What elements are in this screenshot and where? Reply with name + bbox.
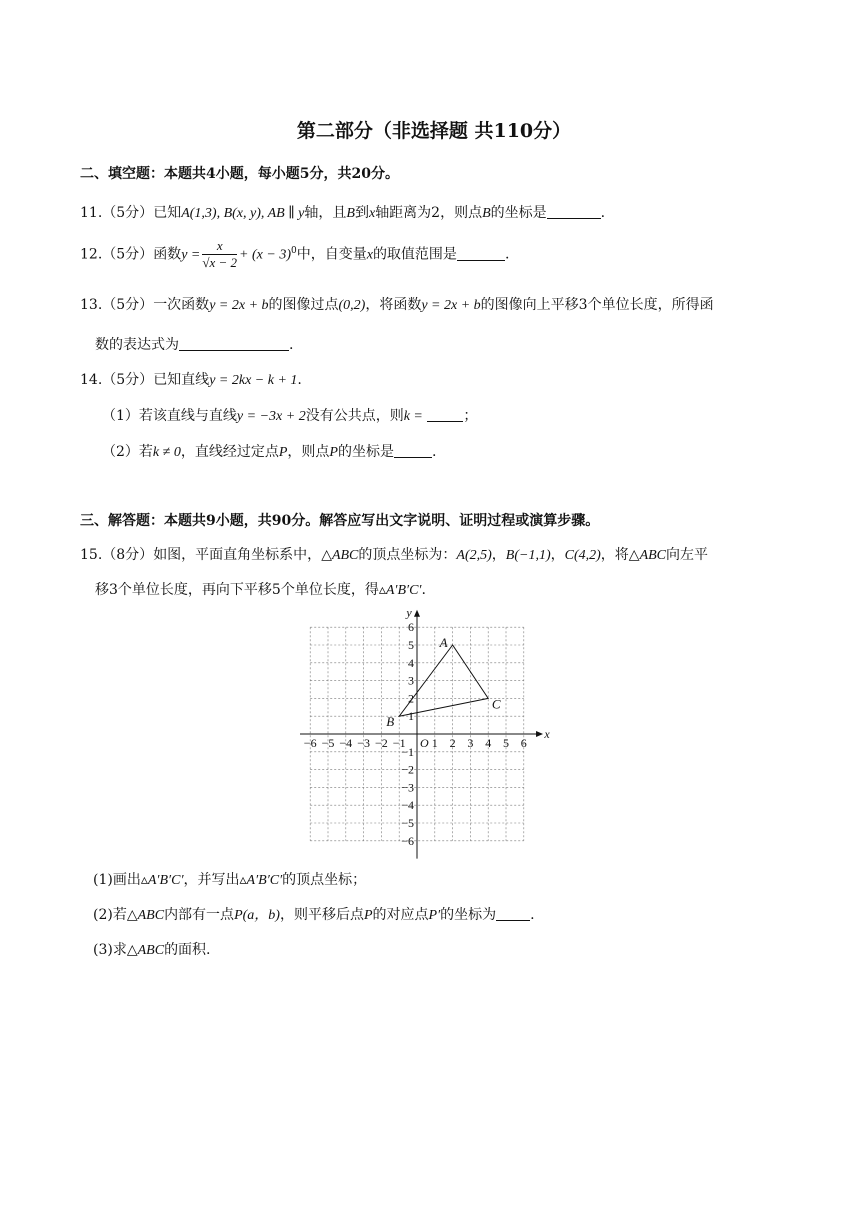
question-13 [80, 294, 714, 314]
q14-text: 已知直线 [153, 372, 210, 388]
q15-text: ，将 [600, 547, 629, 563]
point-c-label: C [491, 696, 501, 712]
q13-text: 数的表达式为 [95, 337, 179, 353]
y-axis-arrow [414, 610, 420, 617]
section3-heading: 三、解答题：本题共9小题，共90分。解答应写出文字说明、证明过程或演算步骤。 [80, 513, 600, 529]
q15-text: ，则平移后点 [279, 907, 364, 923]
q14-math: P [278, 445, 288, 460]
q12-fraction-numerator: x [202, 238, 237, 255]
q14-text: 没有公共点，则 [305, 408, 404, 424]
q14-text: （2）若 [102, 444, 153, 460]
answer-blank-12[interactable] [457, 246, 505, 261]
y-tick-label: −5 [401, 816, 414, 830]
q14-text: （1）若该直线与直线 [102, 408, 237, 424]
q14-math: k ≠ 0 [152, 445, 181, 460]
q15-math: P′ [428, 908, 441, 923]
q11-math: A(1,3), B(x, y), AB ∥ y [181, 206, 305, 221]
answer-blank-14-2[interactable] [394, 443, 432, 458]
q13-number: 13. [80, 297, 103, 313]
q15-text: 如图，平面直角坐标系中， [153, 547, 322, 563]
section2-heading: 二、填空题：本题共4小题，每小题5分，共20分。 [80, 166, 399, 182]
q13-score: （5分） [102, 297, 154, 313]
q14-number: 14. [80, 372, 103, 388]
q15-text: 的顶点坐标为： [358, 547, 457, 563]
q15-score: （8分） [102, 547, 154, 563]
y-tick-label: 1 [408, 709, 414, 724]
q15-text: 的顶点坐标； [282, 872, 367, 888]
q12-math: y = [181, 247, 201, 263]
x-tick-label: −4 [339, 736, 353, 750]
q13-text: 一次函数 [153, 297, 210, 313]
q15-text: 移3个单位长度，再向下平移5个单位长度，得 [95, 582, 379, 598]
x-axis-arrow [536, 731, 543, 737]
page-title: 第二部分（非选择题 共110分） [296, 120, 572, 142]
q15-math: ▵A′B′C′ [140, 873, 184, 888]
x-axis-label: x [544, 727, 550, 741]
q11-number: 11. [80, 205, 103, 221]
answer-blank-11[interactable] [547, 204, 601, 219]
tick-labels [304, 606, 551, 848]
q12-exponent: 0 [290, 245, 297, 256]
q15-math: △ABC [126, 943, 165, 958]
point-b-label: B [386, 714, 395, 730]
q15-math: A(2,5) [456, 548, 492, 563]
axes [300, 610, 543, 859]
q12-text: 的取值范围是 [372, 246, 457, 263]
q11-text: 已知 [153, 205, 182, 221]
question-11: 11.（5分）已知A(1,3), B(x, y), AB ∥ y轴，且B到x轴距离为2，则点B的坐标是 . [80, 205, 606, 221]
q14-math: y = −3x + 2 [236, 409, 306, 424]
question-15-part1 [93, 869, 366, 889]
y-tick-label: 2 [408, 691, 414, 706]
q13-math: y = 2x + b [421, 298, 481, 313]
q15-text: 内部有一点 [164, 907, 235, 923]
question-15-line2: 移3个单位长度，再向下平移5个单位长度，得▵A′B′C′. [95, 582, 426, 598]
origin-label: O [420, 736, 429, 750]
question-15-part2: (2)若△ABC内部有一点P(a，b)，则平移后点P的对应点P′的坐标为 . [93, 907, 535, 923]
q15-math: ▵A′B′C′ [239, 873, 283, 888]
coordinate-grid-figure [300, 600, 570, 865]
question-15: 15.（8分）如图，平面直角坐标系中，△ABC的顶点坐标为：A(2,5)，B(−1,1)，C(4,2)，将△ABC向左平 [80, 547, 709, 563]
q15-math: B(−1,1) [505, 548, 551, 563]
y-tick-label: 5 [408, 638, 414, 652]
x-tick-label: −2 [375, 736, 388, 750]
q14-text: ； [463, 408, 478, 424]
q13-math: (0,2) [338, 298, 366, 313]
q13-text: 的图像过点 [268, 297, 339, 313]
y-tick-label: −4 [401, 798, 414, 813]
q11-score: （5分） [102, 205, 154, 221]
x-tick-label: −3 [357, 736, 370, 750]
q15-text: 的对应点 [372, 907, 429, 923]
q14-text: 的坐标是 [337, 444, 394, 460]
q12-text: 中，自变量 [296, 246, 367, 263]
q15-text: (3)求 [93, 942, 127, 958]
q12-number: 12. [80, 246, 103, 263]
q15-text: (2)若 [93, 907, 127, 923]
q15-text: ，并写出 [183, 872, 240, 888]
x-tick-label: 1 [431, 736, 438, 750]
q11-text: 的坐标是 [490, 205, 547, 221]
q15-math: △ABC [321, 548, 359, 563]
question-14-part2: （2）若k ≠ 0，直线经过定点P，则点P的坐标是 . [102, 444, 437, 460]
x-tick-label: −5 [321, 736, 335, 750]
q12-fraction [202, 238, 237, 271]
y-tick-label: −6 [401, 833, 414, 848]
q15-text: 向左平 [666, 547, 709, 563]
y-tick-label: 4 [408, 655, 414, 670]
question-13-line2: 数的表达式为 . [95, 337, 294, 353]
answer-blank-13[interactable] [179, 336, 289, 351]
q14-math: y = 2kx − k + 1 [209, 373, 298, 388]
answer-blank-15-2[interactable] [496, 906, 530, 921]
triangle-abc [386, 635, 501, 729]
q13-text: 的图像向上平移3个单位长度，所得函 [480, 297, 714, 313]
q15-math: C(4,2) [564, 548, 601, 563]
q15-math: △ABC [126, 908, 165, 923]
answer-blank-14-1[interactable] [427, 407, 463, 422]
q14-math: P [329, 445, 338, 460]
q12-math: x [366, 247, 373, 263]
q11-text: 到 [354, 205, 369, 221]
q12-fraction-denominator: √x − 2 [202, 255, 238, 270]
q11-math: B [346, 206, 355, 221]
q15-text: 的面积. [164, 942, 211, 958]
y-tick-label: −2 [401, 762, 414, 777]
q11-math: B [482, 206, 491, 221]
q12-text: 函数 [153, 246, 182, 263]
x-tick-label: 5 [503, 736, 509, 750]
q15-text: (1)画出 [93, 872, 141, 888]
q15-math: ▵A′B′C′ [378, 583, 422, 598]
y-tick-label: 6 [408, 620, 414, 635]
question-14: 14.（5分）已知直线y = 2kx − k + 1. [80, 372, 302, 388]
q11-math: x [368, 206, 376, 221]
x-tick-label: −6 [303, 736, 317, 750]
q15-text: 的坐标为 [440, 907, 497, 923]
q15-number: 15. [80, 547, 103, 563]
q14-math: k = [403, 409, 423, 424]
q15-math: △ABC [628, 548, 667, 563]
q14-text: ，直线经过定点 [180, 444, 279, 460]
y-axis-label: y [406, 605, 412, 620]
x-tick-label: 2 [449, 736, 456, 750]
y-tick-label: 3 [408, 673, 414, 688]
q13-text: ，将函数 [365, 297, 422, 313]
q11-text: 轴距离为2，则点 [375, 205, 483, 221]
question-14-part1 [102, 405, 477, 425]
x-tick-label: −1 [392, 736, 406, 750]
point-a-label: A [439, 635, 448, 650]
x-tick-label: 4 [485, 736, 492, 750]
q12-math: + (x − 3) [239, 247, 291, 263]
x-tick-label: 3 [467, 736, 474, 750]
q11-text: 轴，且 [304, 205, 347, 221]
q12-score: （5分） [102, 246, 154, 263]
x-tick-label: 6 [520, 736, 527, 750]
q14-score: （5分） [102, 372, 154, 388]
q15-math: P [363, 908, 373, 923]
y-tick-label: −1 [401, 744, 414, 759]
y-tick-label: −3 [401, 780, 414, 795]
question-12: 12.（5分）函数y = $\frac{x}{√x - 2}$ + $(x - 3)^0$中，自变量x的取值范围是 . [80, 238, 510, 270]
q15-math: P(a，b) [234, 908, 280, 923]
question-15-part3 [93, 939, 211, 959]
q13-math: y = 2x + b [209, 298, 269, 313]
q14-text: ，则点 [287, 444, 330, 460]
